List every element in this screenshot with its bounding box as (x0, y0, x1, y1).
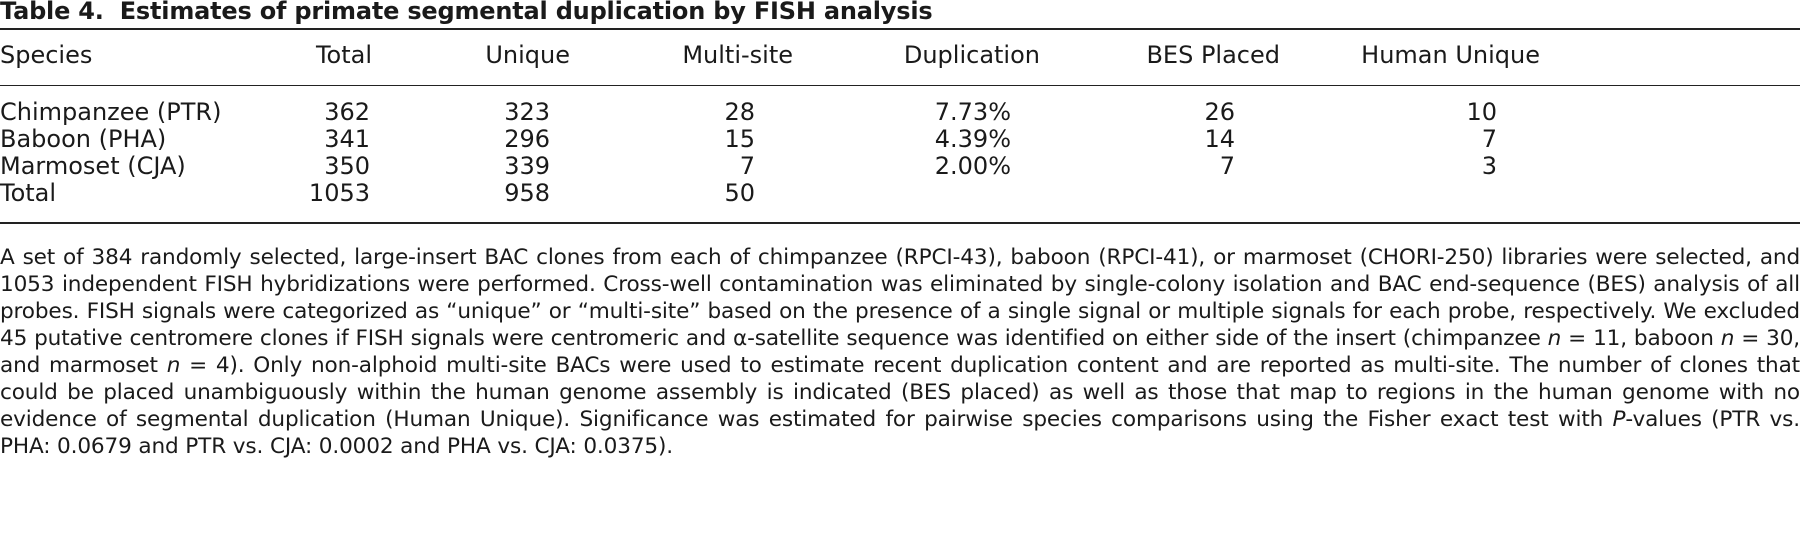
table-cell-bes-placed: 14 (1204, 125, 1235, 153)
col-header-bes-placed: BES Placed (1146, 41, 1280, 69)
col-header-unique: Unique (485, 41, 570, 69)
table-cell-unique: 323 (504, 98, 550, 126)
table-cell-species: Marmoset (CJA) (0, 152, 186, 180)
table-cell-bes-placed: 26 (1204, 98, 1235, 126)
table-title: Estimates of primate segmental duplication by FISH analysis (119, 0, 933, 25)
table-cell-multi-site: 50 (724, 179, 755, 207)
footnote-text: = 11, baboon (1561, 326, 1721, 351)
col-header-total: Total (315, 41, 372, 69)
table-cell-unique: 339 (504, 152, 550, 180)
table-cell-duplication: 2.00% (934, 152, 1011, 180)
footnote-italic-p: P (1612, 407, 1626, 432)
table-bottom-rule (0, 222, 1800, 224)
table-cell-human-unique: 7 (1481, 125, 1497, 153)
footnote-text: = 4). Only non-alphoid multi-site BACs were used to estimate recent duplication content and are reported as multi-site. The number of clones that could be placed unambiguously within the human genome assembly is indicated (BES placed) as well as those that map to regions in the human genome with no evidence of segmental duplication (Human Unique). Significance was estimated for pairwise species comparisons using the Fisher exact test with (0, 353, 1800, 432)
footnote-italic-n: n (166, 353, 181, 378)
table-cell-multi-site: 7 (739, 152, 755, 180)
table-cell-species: Baboon (PHA) (0, 125, 167, 153)
table-cell-multi-site: 28 (724, 98, 755, 126)
footnote-italic-n: n (1720, 326, 1735, 351)
table-top-rule (0, 28, 1800, 30)
table-header-rule (0, 85, 1800, 86)
col-header-multi-site: Multi-site (682, 41, 793, 69)
table-cell-unique: 296 (504, 125, 550, 153)
col-header-species: Species (0, 41, 93, 69)
table-cell-duplication: 4.39% (934, 125, 1011, 153)
table-cell-total: 341 (324, 125, 370, 153)
footnote-paragraph (0, 244, 1800, 460)
table-cell-duplication: 7.73% (934, 98, 1011, 126)
table-label: Table 4. (0, 0, 104, 25)
footnote-italic-n: n (1547, 326, 1562, 351)
table-caption (0, 0, 932, 25)
table-cell-species: Chimpanzee (PTR) (0, 98, 222, 126)
table-cell-unique: 958 (504, 179, 550, 207)
table-cell-total: 1053 (308, 179, 370, 207)
table-cell-human-unique: 3 (1481, 152, 1497, 180)
table-cell-bes-placed: 7 (1219, 152, 1235, 180)
table-cell-total: 362 (324, 98, 370, 126)
footnote-text: -values (PTR vs. PHA: 0.0679 and PTR vs. CJA: 0.0002 and PHA vs. CJA: 0.0375). (0, 407, 1800, 459)
table-cell-human-unique: 10 (1466, 98, 1497, 126)
table-footnote (0, 244, 1800, 460)
table-cell-total: 350 (324, 152, 370, 180)
col-header-human-unique: Human Unique (1361, 41, 1540, 69)
footnote-text: A set of 384 randomly selected, large-insert BAC clones from each of chimpanzee (RPCI-43), baboon (RPCI-41), or marmoset (CHORI-250) libraries were selected, and 1053 independent FISH hybridizations were performed. Cross-well contamination was eliminated by single-colony isolation and BAC end-sequence (BES) analysis of all probes. FISH signals were categorized as “unique” or “multi-site” based on the presence of a single signal or multiple signals for each probe, respectively. We excluded 45 putative centromere clones if FISH signals were centromeric and α-satellite sequence was identified on either side of the insert (chimpanzee (0, 245, 1800, 351)
footnote-text: = 30, and marmoset (0, 326, 1800, 378)
table-cell-multi-site: 15 (724, 125, 755, 153)
table-cell-species: Total (0, 179, 57, 207)
col-header-duplication: Duplication (903, 41, 1040, 69)
